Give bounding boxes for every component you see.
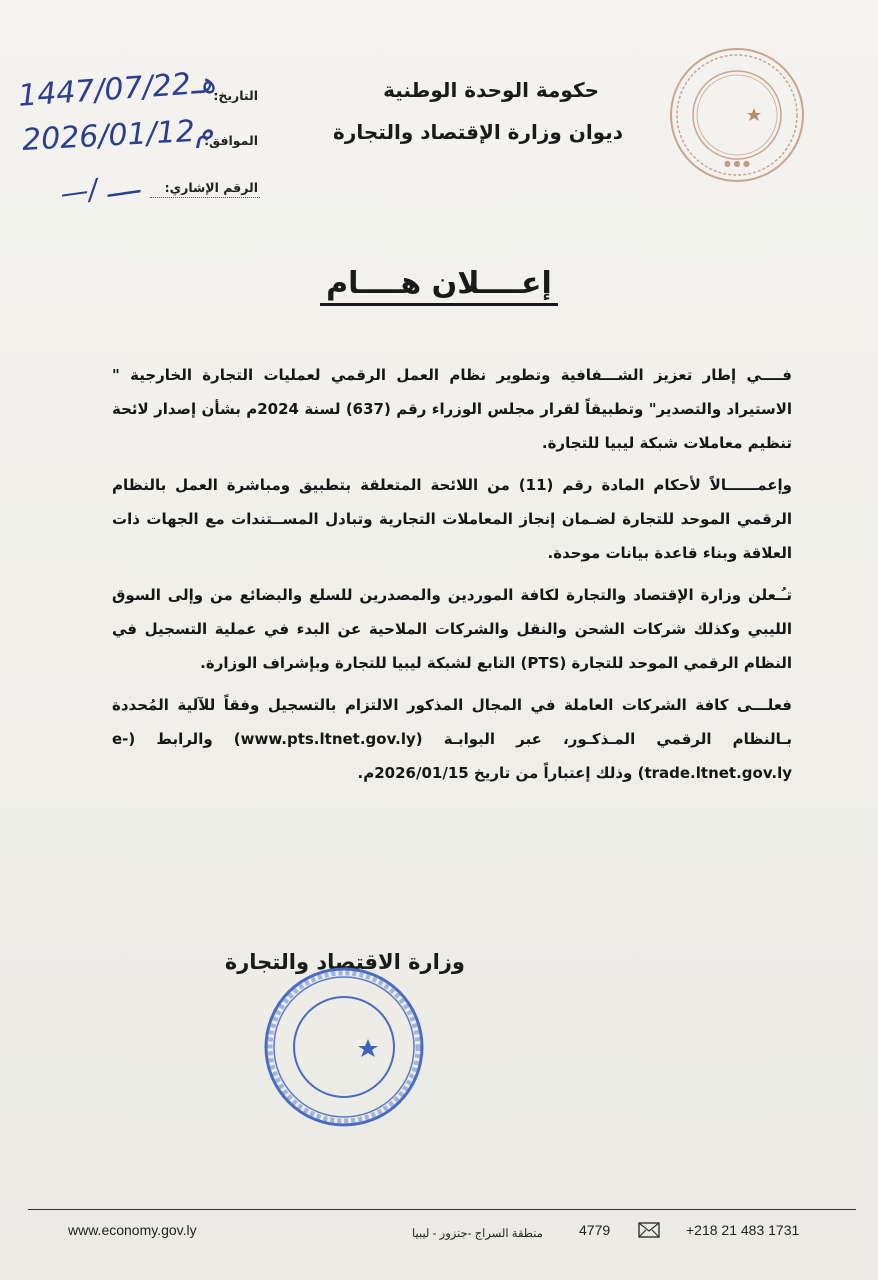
star-icon (358, 1039, 378, 1057)
date-label: التاريخ: (213, 88, 258, 103)
crescent-icon (717, 104, 752, 140)
footer-po-box: 4779 (579, 1222, 611, 1238)
footer-address: منطقة السراج -جنزور - ليبيا (412, 1228, 543, 1240)
reference-number-label: الرقم الإشاري: (164, 180, 258, 195)
svg-text:● ● ●: ● ● ● (723, 159, 751, 168)
body-paragraph-4: فعلـــى كافة الشركات العاملة في المجال المذكور الالتزام بالتسجيل وفقاً للآلية المُحددة بـالنظام الرقمي المـذكـور، عبر البوابـة (www.pts.ltnet.gov.ly) والرابط (e-trade.ltnet.gov.ly) وذلك إعتباراً من تاريخ 2026/01/15م. (112, 696, 793, 782)
body-paragraph-2: وإعمــــــالاً لأحكام المادة رقم (11) من اللائحة المتعلقة بتطبيق ومباشرة العمل بالنظام الرقمي الموحد للتجارة لضـمان إنجاز المعاملات التجارية وتبادل المســتندات مع الجهات ذات العلاقة وبناء قاعدة بيانات موحدة. (112, 476, 793, 562)
ministry-office-name: ديوان وزارة الإقتصاد والتجارة (333, 120, 623, 144)
footer-phone: +218 21 483 1731 (686, 1222, 800, 1238)
notice-title-text: إعــــلان هــــام (320, 266, 558, 306)
signature-ministry-name: وزارة الاقتصاد والتجارة (224, 950, 465, 974)
handwritten-reference: —/ ــــ (58, 166, 142, 211)
gregorian-date-label: الموافق: (204, 133, 258, 148)
handwritten-hijri-date: 1447/07/22هـ (17, 65, 217, 114)
official-stamp (262, 965, 427, 1130)
notice-title (0, 266, 878, 301)
body-paragraph-1: فــــي إطار تعزيز الشـــفافية وتطوير نظام العمل الرقمي لعمليات التجارة الخارجية " الاستيراد والتصدير" وتطبيقاً لقرار مجلس الوزراء رقم (637) لسنة 2024م بشأن إصدار لائحة تنظيم معاملات شبكة ليبيا للتجارة. (112, 366, 793, 452)
ministry-emblem-seal (668, 46, 806, 184)
footer-website: www.economy.gov.ly (68, 1222, 197, 1238)
footer-divider (28, 1209, 856, 1210)
envelope-icon (638, 1222, 660, 1238)
government-name: حكومة الوحدة الوطنية (383, 78, 599, 102)
government-header (303, 78, 623, 144)
notice-body (112, 358, 792, 798)
handwritten-gregorian-date: 2026/01/12م (21, 113, 215, 158)
body-paragraph-3: تـُـعلن وزارة الإقتصاد والتجارة لكافة الموردين والمصدرين للسلع والبضائع من وإلى السوق الليبي وكذلك شركات الشحن والنقل والشركات الملاحية عن البدء في عملية التسجيل في النظام الرقمي الموحد للتجارة (PTS) التابع لشبكة ليبيا للتجارة وبإشراف الوزارة. (112, 586, 792, 672)
crescent-icon (320, 1025, 366, 1071)
star-icon (747, 108, 761, 121)
reference-dotted-line (150, 197, 260, 198)
